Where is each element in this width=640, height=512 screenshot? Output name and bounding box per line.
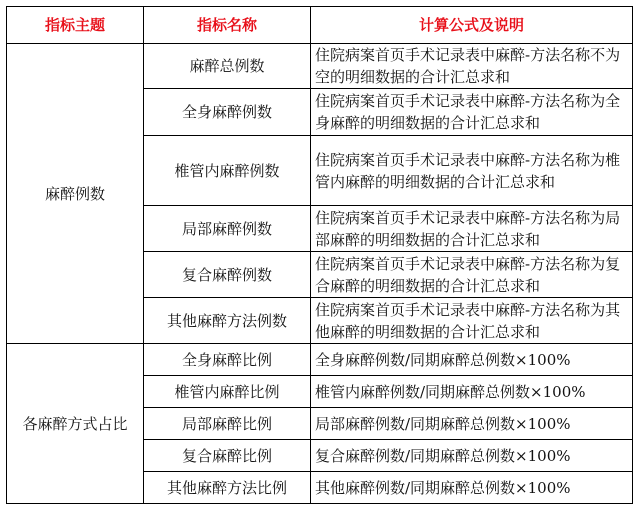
indicator-formula: 住院病案首页手术记录表中麻醉-方法名称为复合麻醉的明细数据的合计汇总求和 [311, 252, 633, 298]
indicator-table-wrapper [6, 6, 633, 504]
table-row [7, 344, 633, 376]
indicator-name: 全身麻醉例数 [144, 89, 311, 136]
indicator-formula: 其他麻醉例数/同期麻醉总例数×100% [311, 472, 633, 504]
indicator-name: 椎管内麻醉例数 [144, 136, 311, 206]
indicator-formula: 住院病案首页手术记录表中麻醉-方法名称为局部麻醉的明细数据的合计汇总求和 [311, 206, 633, 252]
table-header-row [7, 7, 633, 44]
indicator-name: 椎管内麻醉比例 [144, 376, 311, 408]
indicator-name: 局部麻醉例数 [144, 206, 311, 252]
indicator-name: 全身麻醉比例 [144, 344, 311, 376]
indicator-formula: 椎管内麻醉例数/同期麻醉总例数×100% [311, 376, 633, 408]
indicator-name: 复合麻醉比例 [144, 440, 311, 472]
indicator-name: 其他麻醉方法例数 [144, 298, 311, 344]
indicator-name: 复合麻醉例数 [144, 252, 311, 298]
indicator-name: 局部麻醉比例 [144, 408, 311, 440]
indicator-formula: 局部麻醉例数/同期麻醉总例数×100% [311, 408, 633, 440]
header-formula: 计算公式及说明 [311, 7, 633, 44]
topic-cell: 麻醉例数 [7, 44, 144, 344]
indicator-formula: 住院病案首页手术记录表中麻醉-方法名称为其他麻醉的明细数据的合计汇总求和 [311, 298, 633, 344]
indicator-formula: 住院病案首页手术记录表中麻醉-方法名称为椎管内麻醉的明细数据的合计汇总求和 [311, 136, 633, 206]
indicator-formula: 住院病案首页手术记录表中麻醉-方法名称为全身麻醉的明细数据的合计汇总求和 [311, 89, 633, 136]
table-row [7, 44, 633, 89]
indicator-formula: 全身麻醉例数/同期麻醉总例数×100% [311, 344, 633, 376]
header-topic: 指标主题 [7, 7, 144, 44]
indicator-table [6, 6, 633, 504]
topic-cell: 各麻醉方式占比 [7, 344, 144, 504]
indicator-name: 麻醉总例数 [144, 44, 311, 89]
header-name: 指标名称 [144, 7, 311, 44]
indicator-name: 其他麻醉方法比例 [144, 472, 311, 504]
indicator-formula: 复合麻醉例数/同期麻醉总例数×100% [311, 440, 633, 472]
indicator-formula: 住院病案首页手术记录表中麻醉-方法名称不为空的明细数据的合计汇总求和 [311, 44, 633, 89]
